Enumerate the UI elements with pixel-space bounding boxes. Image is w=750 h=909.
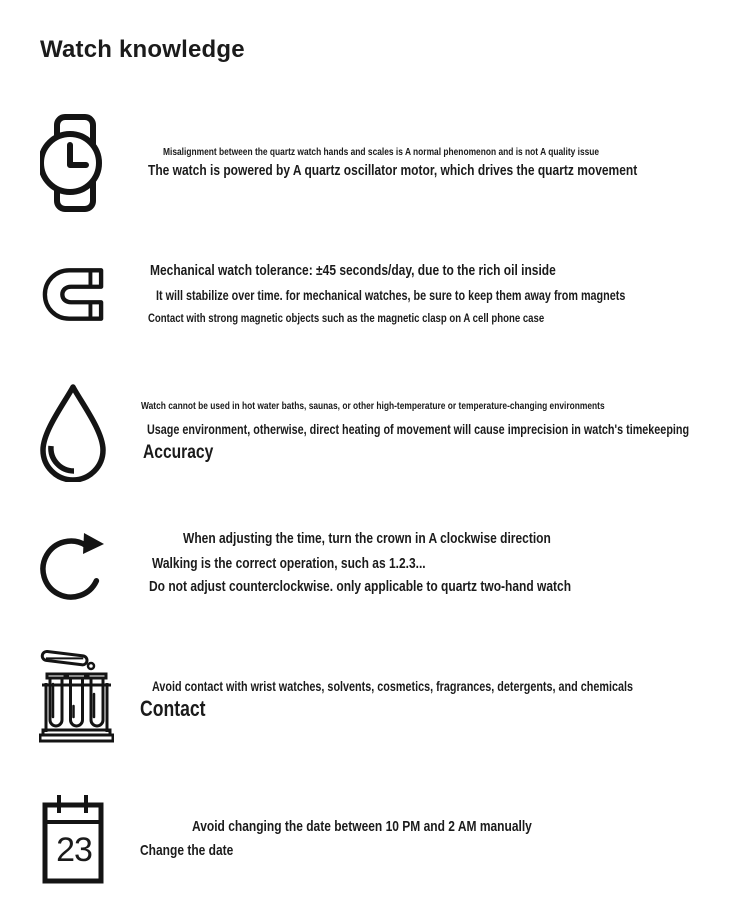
calendar-day-number: 23 [56, 831, 92, 869]
crown-line-1: When adjusting the time, turn the crown in A clockwise direction [183, 530, 551, 547]
accuracy-heading: Accuracy [143, 441, 214, 463]
wristwatch-icon [40, 114, 104, 212]
crown-line-3: Do not adjust counterclockwise. only applicable to quartz two-hand watch [149, 578, 572, 595]
quartz-main-line: The watch is powered by A quartz oscillator motor, which drives the quartz movement [148, 162, 638, 179]
magnet-note-line: Contact with strong magnetic objects such as the magnetic clasp on A cell phone case [148, 311, 545, 325]
magnet-icon [42, 266, 104, 323]
crown-line-2: Walking is the correct operation, such as 1.2.3... [152, 555, 426, 572]
quartz-note-line: Misalignment between the quartz watch hands and scales is A normal phenomenon and is not A quality issue [163, 146, 600, 158]
page-title: Watch knowledge [40, 36, 245, 63]
water-drop-icon [38, 383, 108, 482]
temperature-note-line: Watch cannot be used in hot water baths, saunas, or other high-temperature or temperature-changing environments [141, 400, 605, 412]
chemicals-note-line: Avoid contact with wrist watches, solvents, cosmetics, fragrances, detergents, and chemicals [152, 679, 633, 694]
calendar-icon [42, 793, 104, 884]
clockwise-rotation-icon [40, 527, 106, 606]
temperature-sub-line: Usage environment, otherwise, direct heating of movement will cause imprecision in watch's timekeeping [147, 422, 690, 437]
date-main-line: Avoid changing the date between 10 PM and 2 AM manually [192, 818, 532, 835]
magnet-sub-line: It will stabilize over time. for mechanical watches, be sure to keep them away from magnets [156, 288, 626, 303]
magnet-main-line: Mechanical watch tolerance: ±45 seconds/day, due to the rich oil inside [150, 262, 556, 279]
contact-heading: Contact [140, 696, 206, 721]
test-tubes-icon [39, 646, 114, 743]
date-sub-line: Change the date [140, 842, 234, 859]
